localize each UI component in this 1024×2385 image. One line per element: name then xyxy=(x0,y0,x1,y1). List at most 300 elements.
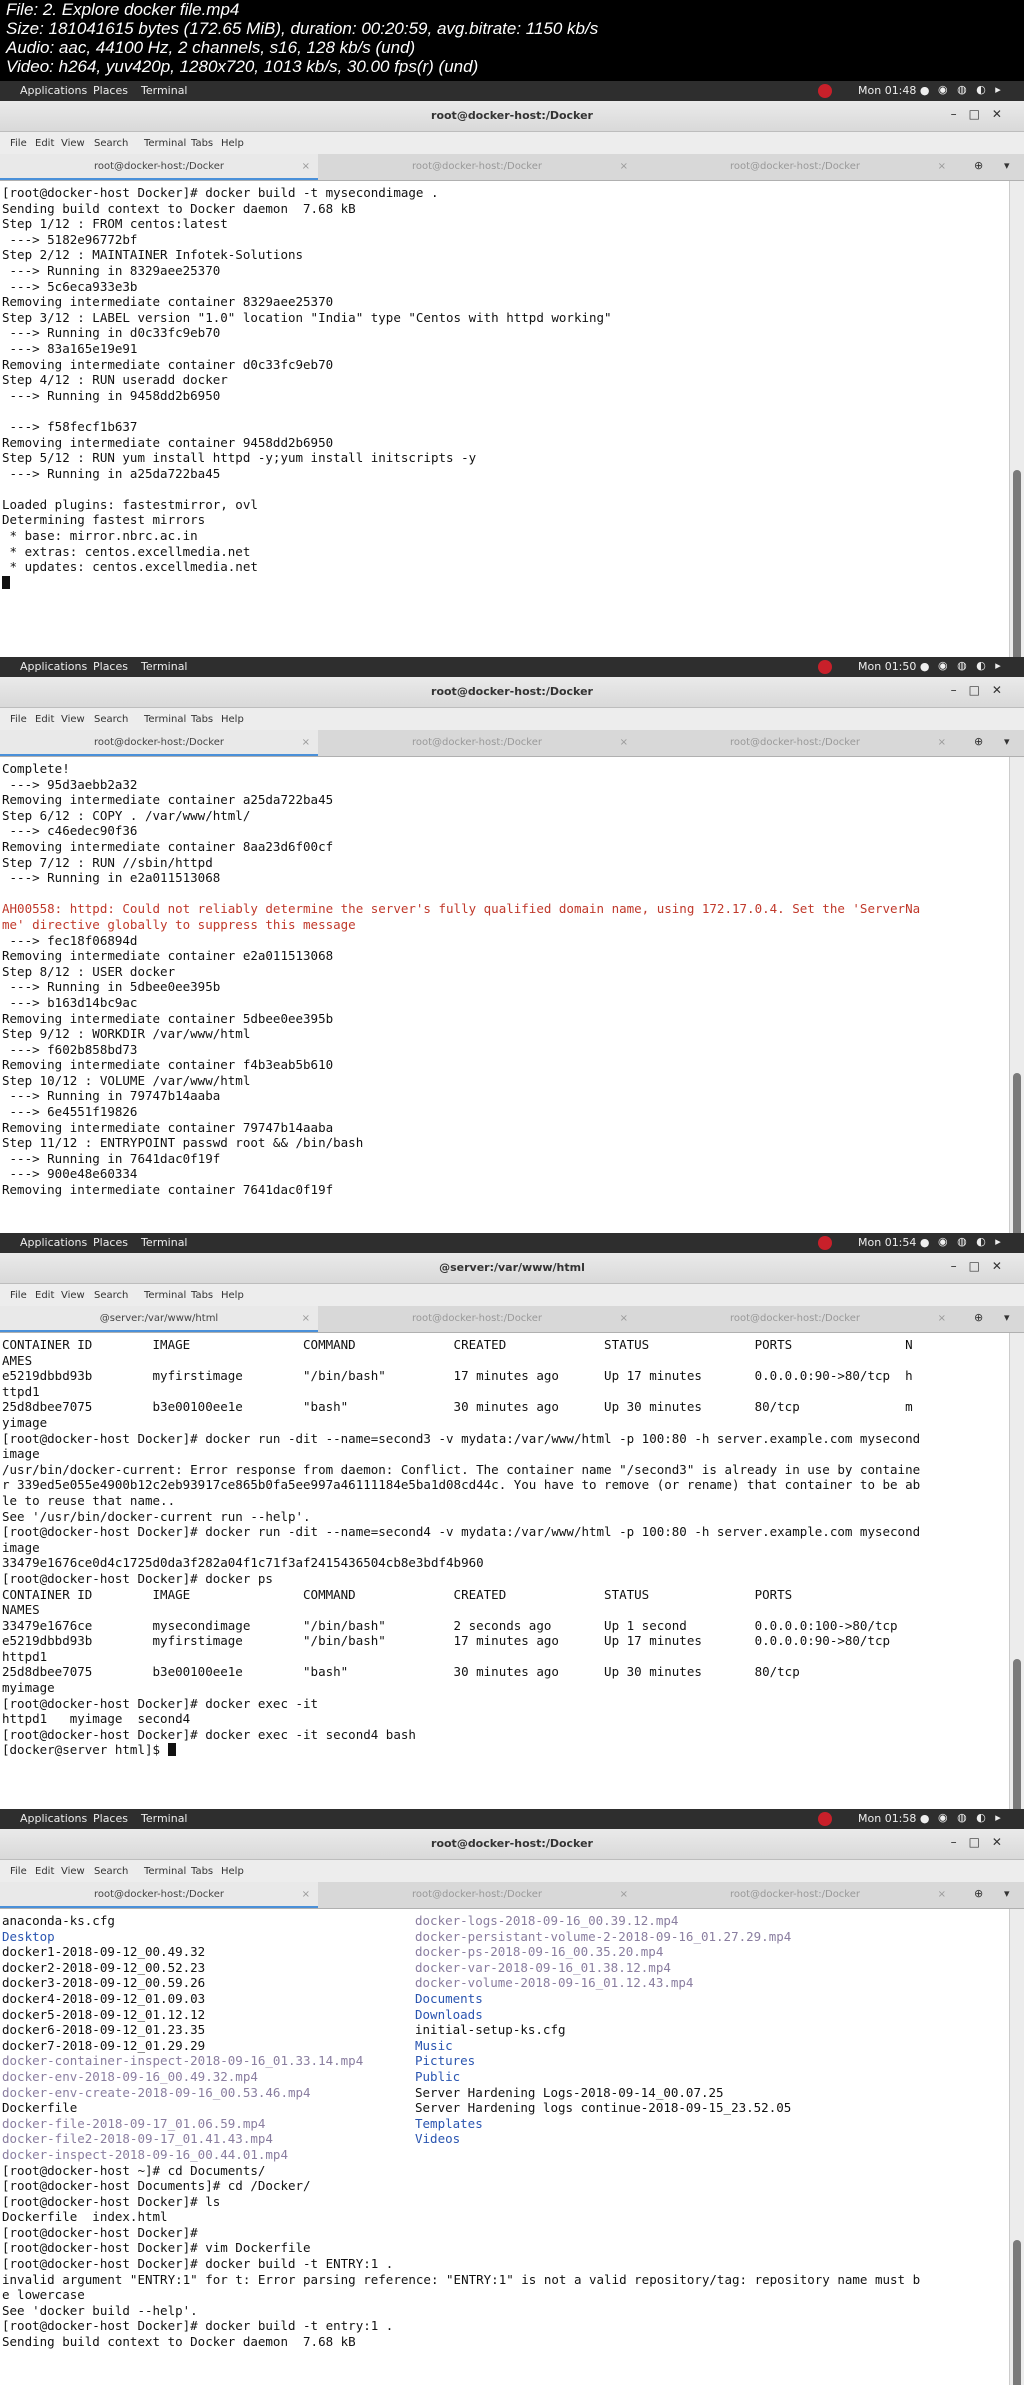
ls-entry: docker-var-2018-09-16_01.38.12.mp4 xyxy=(415,1959,671,1975)
menu-item-file[interactable]: File xyxy=(10,714,27,725)
terminal-line xyxy=(2,185,1010,201)
terminal-text xyxy=(0,1909,1010,2350)
tab-label: root@docker-host:/Docker xyxy=(729,737,861,748)
system-top-bar xyxy=(0,1233,1024,1253)
terminal-line xyxy=(2,1353,1010,1369)
terminal-menubar xyxy=(0,1284,1024,1306)
terminal-line xyxy=(2,310,1010,326)
terminal-line-text: image xyxy=(2,1539,40,1555)
terminal-line-text: Removing intermediate container 7641dac0f19f xyxy=(2,1182,334,1198)
terminal-line xyxy=(2,761,1010,777)
terminal-scrollbar[interactable] xyxy=(1009,1909,1024,2385)
menu-item-help[interactable]: Help xyxy=(221,1866,244,1877)
terminal-tab[interactable] xyxy=(636,1882,954,1908)
tab-menu-icon[interactable]: ▾ xyxy=(1004,735,1010,748)
terminal-tab[interactable] xyxy=(318,1882,636,1908)
menu-item-terminal[interactable]: Terminal xyxy=(144,138,187,149)
terminal-line xyxy=(2,855,1010,871)
menu-item-view[interactable]: View xyxy=(61,714,85,725)
ls-entry: docker-container-inspect-2018-09-16_01.33.14.mp4 xyxy=(2,2053,364,2069)
terminal-line-text: [root@docker-host ~]# cd Documents/ xyxy=(2,2162,266,2178)
terminal-line xyxy=(2,1057,1010,1073)
menu-item-help[interactable]: Help xyxy=(221,138,244,149)
new-tab-icon[interactable]: ⊕ xyxy=(974,159,984,172)
ls-entry: Videos xyxy=(415,2131,461,2147)
terminal-line-text: ---> b163d14bc9ac xyxy=(2,994,138,1010)
top-menu-applications[interactable]: Applications xyxy=(20,660,88,673)
terminal-line-text: * base: mirror.nbrc.ac.in xyxy=(2,528,198,544)
terminal-line xyxy=(2,1462,1010,1478)
terminal-line xyxy=(2,559,1010,575)
terminal-line xyxy=(2,1399,1010,1415)
terminal-line xyxy=(2,403,1010,419)
terminal-tab[interactable] xyxy=(636,154,954,180)
terminal-line xyxy=(2,1680,1010,1696)
menu-item-help[interactable]: Help xyxy=(221,714,244,725)
new-tab-icon[interactable]: ⊕ xyxy=(974,1311,984,1324)
terminal-line xyxy=(2,1073,1010,1089)
system-tray-icons[interactable]: ◉ ◍ ◐ ▸ xyxy=(938,1811,1004,1824)
video-stream-line: Video: h264, yuv420p, 1280x720, 1013 kb/s, 30.00 fps(r) (und) xyxy=(6,57,479,76)
new-tab-icon[interactable]: ⊕ xyxy=(974,735,984,748)
terminal-line xyxy=(2,870,1010,886)
menu-item-search[interactable]: Search xyxy=(94,138,129,149)
terminal-line-text: [root@docker-host Docker]# docker ps xyxy=(2,1570,273,1586)
terminal-line xyxy=(2,1135,1010,1151)
terminal-line-text: ttpd1 xyxy=(2,1383,40,1399)
terminal-line xyxy=(2,1088,1010,1104)
top-menu-applications[interactable]: Applications xyxy=(20,1236,88,1249)
system-top-bar xyxy=(0,1809,1024,1829)
menu-item-search[interactable]: Search xyxy=(94,1290,129,1301)
terminal-line-text: Step 2/12 : MAINTAINER Infotek-Solutions xyxy=(2,247,304,263)
menu-item-file[interactable]: File xyxy=(10,1866,27,1877)
tab-label: root@docker-host:/Docker xyxy=(93,1889,225,1900)
top-menu-terminal[interactable]: Terminal xyxy=(141,1812,188,1825)
tab-close-icon[interactable]: × xyxy=(937,1313,946,1324)
menu-item-tabs[interactable]: Tabs xyxy=(191,138,214,149)
terminal-line xyxy=(2,1026,1010,1042)
tab-close-icon[interactable]: × xyxy=(619,1313,628,1324)
terminal-line-text: Step 5/12 : RUN yum install httpd -y;yum install initscripts -y xyxy=(2,450,477,466)
terminal-line-text: docker-inspect-2018-09-16_00.44.01.mp4 xyxy=(2,2146,288,2162)
terminal-line-text: ---> 5c6eca933e3b xyxy=(2,278,138,294)
video-info-header xyxy=(0,0,1024,81)
menu-item-search[interactable]: Search xyxy=(94,1866,129,1877)
top-menu-places[interactable]: Places xyxy=(93,660,128,673)
terminal-tab[interactable] xyxy=(636,1306,954,1332)
terminal-line xyxy=(2,1524,1010,1540)
record-indicator-icon[interactable] xyxy=(818,1236,832,1250)
terminal-line-text: [root@docker-host Docker]# docker exec -it xyxy=(2,1695,319,1711)
terminal-line-text: Determining fastest mirrors xyxy=(2,512,206,528)
menu-item-view[interactable]: View xyxy=(61,1866,85,1877)
record-indicator-icon[interactable] xyxy=(818,660,832,674)
tab-label: root@docker-host:/Docker xyxy=(729,1889,861,1900)
ls-entry: Documents xyxy=(415,1990,483,2006)
menu-item-terminal[interactable]: Terminal xyxy=(144,714,187,725)
terminal-line xyxy=(2,575,1010,591)
tab-menu-icon[interactable]: ▾ xyxy=(1004,1311,1010,1324)
terminal-line xyxy=(2,1991,1010,2007)
record-indicator-icon[interactable] xyxy=(818,84,832,98)
terminal-scrollbar[interactable] xyxy=(1009,1333,1024,1809)
tab-close-icon[interactable]: × xyxy=(619,161,628,172)
terminal-line xyxy=(2,933,1010,949)
top-menu-applications[interactable]: Applications xyxy=(20,1812,88,1825)
ls-entry: docker-env-create-2018-09-16_00.53.46.mp4 xyxy=(2,2084,311,2100)
terminal-line xyxy=(2,2085,1010,2101)
scrollbar-thumb[interactable] xyxy=(1013,1073,1021,1233)
terminal-line xyxy=(2,247,1010,263)
terminal-line-text: [root@docker-host Docker]# docker build -t ENTRY:1 . xyxy=(2,2256,394,2272)
terminal-line xyxy=(2,2225,1010,2241)
video-size-line: Size: 181041615 bytes (172.65 MiB), duration: 00:20:59, avg.bitrate: 1150 kb/s xyxy=(6,19,599,38)
terminal-line xyxy=(2,1929,1010,1945)
ls-entry: docker-volume-2018-09-16_01.12.43.mp4 xyxy=(415,1975,694,1991)
terminal-line-text: ---> 5182e96772bf xyxy=(2,231,138,247)
terminal-tab[interactable] xyxy=(318,730,636,756)
terminal-line xyxy=(2,481,1010,497)
terminal-line xyxy=(2,1446,1010,1462)
terminal-line xyxy=(2,2007,1010,2023)
screen-frame xyxy=(0,81,1024,657)
tab-close-icon[interactable]: × xyxy=(937,737,946,748)
window-title: root@docker-host:/Docker xyxy=(431,1837,593,1850)
terminal-line xyxy=(2,1368,1010,1384)
terminal-line-text: 25d8dbee7075 b3e00100ee1e "bash" 30 minutes ago Up 30 minutes 80/tcp xyxy=(2,1664,800,1680)
terminal-scrollbar[interactable] xyxy=(1009,181,1024,657)
system-tray-icons[interactable]: ◉ ◍ ◐ ▸ xyxy=(938,659,1004,672)
terminal-line-text: ---> Running in 7641dac0f19f xyxy=(2,1150,221,1166)
tab-close-icon[interactable]: × xyxy=(937,1889,946,1900)
tab-close-icon[interactable]: × xyxy=(301,1313,310,1324)
terminal-menubar xyxy=(0,1860,1024,1882)
system-top-bar xyxy=(0,81,1024,101)
terminal-line-text: [root@docker-host Docker]# xyxy=(2,2224,198,2240)
terminal-line xyxy=(2,1042,1010,1058)
terminal-line-text: See '/usr/bin/docker-current run --help'. xyxy=(2,1508,311,1524)
terminal-line-text: ---> fec18f06894d xyxy=(2,932,138,948)
tab-close-icon[interactable]: × xyxy=(301,1889,310,1900)
menu-item-tabs[interactable]: Tabs xyxy=(191,1866,214,1877)
window-titlebar xyxy=(0,677,1024,708)
terminal-line-text: Removing intermediate container e2a011513068 xyxy=(2,948,334,964)
terminal-line xyxy=(2,948,1010,964)
menu-item-terminal[interactable]: Terminal xyxy=(144,1866,187,1877)
terminal-tab[interactable] xyxy=(0,154,318,180)
terminal-line-text: Removing intermediate container 8aa23d6f00cf xyxy=(2,838,334,854)
system-top-bar xyxy=(0,657,1024,677)
top-menu-places[interactable]: Places xyxy=(93,1812,128,1825)
ls-entry: Dockerfile xyxy=(2,2100,78,2116)
menu-item-view[interactable]: View xyxy=(61,1290,85,1301)
terminal-line xyxy=(2,2038,1010,2054)
terminal-line xyxy=(2,2194,1010,2210)
terminal-line-text: ---> Running in a25da722ba45 xyxy=(2,465,221,481)
ls-entry: docker-persistant-volume-2-2018-09-16_01.27.29.mp4 xyxy=(415,1928,792,1944)
terminal-line xyxy=(2,1587,1010,1603)
tab-menu-icon[interactable]: ▾ xyxy=(1004,159,1010,172)
scrollbar-thumb[interactable] xyxy=(1013,470,1021,657)
video-audio-line: Audio: aac, 44100 Hz, 2 channels, s16, 128 kb/s (und) xyxy=(6,38,416,57)
terminal-line xyxy=(2,1415,1010,1431)
ls-entry: Templates xyxy=(415,2115,483,2131)
terminal-line xyxy=(2,839,1010,855)
clock[interactable]: Mon 01:54 ● xyxy=(858,1236,930,1249)
terminal-line xyxy=(2,917,1010,933)
terminal-line xyxy=(2,1151,1010,1167)
top-menu-places[interactable]: Places xyxy=(93,1236,128,1249)
tab-label: root@docker-host:/Docker xyxy=(411,737,543,748)
terminal-line-text: myimage xyxy=(2,1680,55,1696)
terminal-line xyxy=(2,1555,1010,1571)
terminal-line xyxy=(2,1711,1010,1727)
terminal-line-text: ---> 95d3aebb2a32 xyxy=(2,776,138,792)
terminal-menubar xyxy=(0,708,1024,730)
clock[interactable]: Mon 01:48 ● xyxy=(858,84,930,97)
terminal-line-text: Step 11/12 : ENTRYPOINT passwd root && /bin/bash xyxy=(2,1135,364,1151)
terminal-line xyxy=(2,995,1010,1011)
terminal-line-text: [root@docker-host Docker]# docker run -dit --name=second3 -v mydata:/var/www/html -p 100:80 -h server.example.com mysecond xyxy=(2,1430,921,1446)
menu-item-edit[interactable]: Edit xyxy=(35,138,55,149)
terminal-line-text: [root@docker-host Docker]# ls xyxy=(2,2193,221,2209)
terminal-line-text: Dockerfile index.html xyxy=(2,2209,168,2225)
menu-item-file[interactable]: File xyxy=(10,1290,27,1301)
terminal-line xyxy=(2,792,1010,808)
terminal-line-text: ---> f58fecf1b637 xyxy=(2,418,138,434)
ls-entry: Server Hardening Logs-2018-09-14_00.07.25 xyxy=(415,2084,724,2100)
terminal-output[interactable] xyxy=(0,181,1010,657)
clock[interactable]: Mon 01:58 ● xyxy=(858,1812,930,1825)
terminal-line-text: Loaded plugins: fastestmirror, ovl xyxy=(2,496,258,512)
ls-entry: docker-file2-2018-09-17_01.41.43.mp4 xyxy=(2,2131,273,2147)
top-menu-terminal[interactable]: Terminal xyxy=(141,1236,188,1249)
window-titlebar xyxy=(0,101,1024,132)
terminal-line xyxy=(2,2100,1010,2116)
system-tray-icons[interactable]: ◉ ◍ ◐ ▸ xyxy=(938,83,1004,96)
terminal-line xyxy=(2,1571,1010,1587)
terminal-line xyxy=(2,1540,1010,1556)
tab-close-icon[interactable]: × xyxy=(301,737,310,748)
menu-item-tabs[interactable]: Tabs xyxy=(191,1290,214,1301)
menu-item-terminal[interactable]: Terminal xyxy=(144,1290,187,1301)
terminal-line-text: ---> 6e4551f19826 xyxy=(2,1104,138,1120)
terminal-line-text: [root@docker-host Docker]# vim Dockerfile xyxy=(2,2240,311,2256)
terminal-tab[interactable] xyxy=(0,1306,318,1332)
ls-entry: Public xyxy=(415,2068,461,2084)
terminal-line xyxy=(2,1602,1010,1618)
terminal-line xyxy=(2,901,1010,917)
terminal-line-text: /usr/bin/docker-current: Error response from daemon: Conflict. The container name "/second3" is already in use by containe xyxy=(2,1461,921,1477)
terminal-output[interactable] xyxy=(0,1333,1010,1809)
text-cursor xyxy=(168,1743,176,1756)
terminal-line-text: ---> Running in 5dbee0ee395b xyxy=(2,979,221,995)
terminal-line-text: Removing intermediate container 9458dd2b6950 xyxy=(2,434,334,450)
ls-entry: Desktop xyxy=(2,1928,55,1944)
top-menu-terminal[interactable]: Terminal xyxy=(141,84,188,97)
terminal-line-text: See 'docker build --help'. xyxy=(2,2302,198,2318)
ls-entry: Server Hardening logs continue-2018-09-15_23.52.05 xyxy=(415,2100,792,2116)
tab-menu-icon[interactable]: ▾ xyxy=(1004,1887,1010,1900)
terminal-line-text: ---> f602b858bd73 xyxy=(2,1041,138,1057)
window-title: @server:/var/www/html xyxy=(439,1261,585,1274)
window-controls[interactable]: –□✕ xyxy=(950,107,1014,121)
terminal-line xyxy=(2,1337,1010,1353)
terminal-line-text: yimage xyxy=(2,1414,48,1430)
scrollbar-thumb[interactable] xyxy=(1013,2240,1021,2385)
scrollbar-thumb[interactable] xyxy=(1013,1659,1021,1809)
terminal-line-text: e5219dbbd93b myfirstimage "/bin/bash" 17 minutes ago Up 17 minutes 0.0.0.0:90->80/tcp xyxy=(2,1633,891,1649)
menu-item-view[interactable]: View xyxy=(61,138,85,149)
window-controls[interactable]: –□✕ xyxy=(950,1259,1014,1273)
new-tab-icon[interactable]: ⊕ xyxy=(974,1887,984,1900)
terminal-line-text: httpd1 myimage second4 xyxy=(2,1711,191,1727)
ls-entry: anaconda-ks.cfg xyxy=(2,1913,115,1928)
terminal-line-text: ---> Running in 79747b14aaba xyxy=(2,1088,221,1104)
ls-entry: Pictures xyxy=(415,2053,476,2069)
terminal-line-text: Removing intermediate container a25da722ba45 xyxy=(2,792,334,808)
tab-label: root@docker-host:/Docker xyxy=(411,1889,543,1900)
ls-entry: docker5-2018-09-12_01.12.12 xyxy=(2,2006,206,2022)
menu-item-help[interactable]: Help xyxy=(221,1290,244,1301)
menu-item-edit[interactable]: Edit xyxy=(35,714,55,725)
terminal-line-text: [root@docker-host Docker]# docker exec -it second4 bash xyxy=(2,1726,416,1742)
terminal-text xyxy=(0,757,1010,1198)
terminal-line-text: CONTAINER ID IMAGE COMMAND CREATED STATUS PORTS xyxy=(2,1586,793,1602)
terminal-line-text: Step 7/12 : RUN //sbin/httpd xyxy=(2,854,213,870)
terminal-line-text: * updates: centos.excellmedia.net xyxy=(2,559,258,575)
window-controls[interactable]: –□✕ xyxy=(950,1835,1014,1849)
terminal-line-text: ---> Running in 8329aee25370 xyxy=(2,262,221,278)
terminal-line xyxy=(2,216,1010,232)
terminal-line-text: Removing intermediate container f4b3eab5b610 xyxy=(2,1057,334,1073)
terminal-line xyxy=(2,2178,1010,2194)
tab-close-icon[interactable]: × xyxy=(619,1889,628,1900)
terminal-line-text: 25d8dbee7075 b3e00100ee1e "bash" 30 minutes ago Up 30 minutes 80/tcp m xyxy=(2,1399,913,1415)
terminal-line-text: [docker@server html]$ xyxy=(2,1742,168,1758)
terminal-line-text: NAMES xyxy=(2,1602,40,1618)
system-tray-icons[interactable]: ◉ ◍ ◐ ▸ xyxy=(938,1235,1004,1248)
terminal-line xyxy=(2,1913,1010,1929)
terminal-line-text: le to reuse that name.. xyxy=(2,1492,176,1508)
terminal-line-text: ---> Running in 9458dd2b6950 xyxy=(2,387,221,403)
ls-entry: docker7-2018-09-12_01.29.29 xyxy=(2,2037,206,2053)
terminal-line xyxy=(2,435,1010,451)
tab-close-icon[interactable]: × xyxy=(619,737,628,748)
terminal-text xyxy=(0,1333,1010,1758)
terminal-tab[interactable] xyxy=(318,154,636,180)
terminal-line-text: me' directive globally to suppress this message xyxy=(2,916,356,932)
terminal-line xyxy=(2,886,1010,902)
menu-item-edit[interactable]: Edit xyxy=(35,1866,55,1877)
tab-close-icon[interactable]: × xyxy=(301,161,310,172)
terminal-output[interactable] xyxy=(0,1909,1010,2385)
terminal-line xyxy=(2,1975,1010,1991)
tab-close-icon[interactable]: × xyxy=(937,161,946,172)
terminal-line xyxy=(2,544,1010,560)
terminal-line-text: Removing intermediate container 8329aee25370 xyxy=(2,294,334,310)
terminal-line-text: Complete! xyxy=(2,761,70,776)
terminal-line-text: ---> Running in d0c33fc9eb70 xyxy=(2,325,221,341)
terminal-tab[interactable] xyxy=(318,1306,636,1332)
terminal-output[interactable] xyxy=(0,757,1010,1233)
terminal-line xyxy=(2,1649,1010,1665)
terminal-line-text: ---> 83a165e19e91 xyxy=(2,340,138,356)
screen-frame xyxy=(0,1233,1024,1809)
terminal-line xyxy=(2,357,1010,373)
tab-label: root@docker-host:/Docker xyxy=(729,161,861,172)
window-titlebar xyxy=(0,1253,1024,1284)
terminal-line xyxy=(2,1120,1010,1136)
record-indicator-icon[interactable] xyxy=(818,1812,832,1826)
terminal-line-text: Removing intermediate container d0c33fc9eb70 xyxy=(2,356,334,372)
terminal-tab[interactable] xyxy=(0,1882,318,1908)
terminal-line xyxy=(2,1618,1010,1634)
ls-entry: docker-file-2018-09-17_01.06.59.mp4 xyxy=(2,2115,266,2131)
ls-entry: docker-env-2018-09-16_00.49.32.mp4 xyxy=(2,2068,258,2084)
menu-item-edit[interactable]: Edit xyxy=(35,1290,55,1301)
tab-label: root@docker-host:/Docker xyxy=(411,161,543,172)
ls-entry: Music xyxy=(415,2037,453,2053)
terminal-line xyxy=(2,201,1010,217)
terminal-line xyxy=(2,1509,1010,1525)
terminal-menubar xyxy=(0,132,1024,154)
terminal-tab[interactable] xyxy=(0,730,318,756)
terminal-line-text: 33479e1676ce0d4c1725d0da3f282a04f1c71f3af2415436504cb8e3bdf4b960 xyxy=(2,1555,484,1571)
menu-item-search[interactable]: Search xyxy=(94,714,129,725)
window-controls[interactable]: –□✕ xyxy=(950,683,1014,697)
terminal-line-text: Step 9/12 : WORKDIR /var/www/html xyxy=(2,1026,251,1042)
ls-entry: docker1-2018-09-12_00.49.32 xyxy=(2,1944,206,1960)
terminal-line xyxy=(2,1166,1010,1182)
ls-entry: initial-setup-ks.cfg xyxy=(415,2022,566,2038)
terminal-line xyxy=(2,294,1010,310)
window-titlebar xyxy=(0,1829,1024,1860)
ls-entry: docker-logs-2018-09-16_00.39.12.mp4 xyxy=(415,1913,679,1928)
terminal-line xyxy=(2,388,1010,404)
terminal-tab[interactable] xyxy=(636,730,954,756)
terminal-line xyxy=(2,2334,1010,2350)
terminal-line xyxy=(2,528,1010,544)
terminal-line xyxy=(2,466,1010,482)
menu-item-file[interactable]: File xyxy=(10,138,27,149)
terminal-line-text: 33479e1676ce mysecondimage "/bin/bash" 2 seconds ago Up 1 second 0.0.0.0:100->80/tcp xyxy=(2,1617,898,1633)
top-menu-places[interactable]: Places xyxy=(93,84,128,97)
terminal-line xyxy=(2,279,1010,295)
tab-bar xyxy=(0,730,1024,757)
clock[interactable]: Mon 01:50 ● xyxy=(858,660,930,673)
menu-item-tabs[interactable]: Tabs xyxy=(191,714,214,725)
terminal-line-text: [root@docker-host Docker]# docker build -t mysecondimage . xyxy=(2,185,439,200)
terminal-line xyxy=(2,1104,1010,1120)
terminal-line xyxy=(2,964,1010,980)
terminal-line-text: Step 1/12 : FROM centos:latest xyxy=(2,216,228,232)
top-menu-terminal[interactable]: Terminal xyxy=(141,660,188,673)
terminal-line xyxy=(2,1182,1010,1198)
terminal-line xyxy=(2,2163,1010,2179)
terminal-line xyxy=(2,2069,1010,2085)
terminal-line-text: Step 6/12 : COPY . /var/www/html/ xyxy=(2,807,251,823)
terminal-line-text: Removing intermediate container 5dbee0ee395b xyxy=(2,1010,334,1026)
terminal-line xyxy=(2,1493,1010,1509)
ls-entry: docker-ps-2018-09-16_00.35.20.mp4 xyxy=(415,1944,664,1960)
terminal-line xyxy=(2,497,1010,513)
terminal-scrollbar[interactable] xyxy=(1009,757,1024,1233)
terminal-line xyxy=(2,2131,1010,2147)
terminal-line xyxy=(2,1696,1010,1712)
top-menu-applications[interactable]: Applications xyxy=(20,84,88,97)
